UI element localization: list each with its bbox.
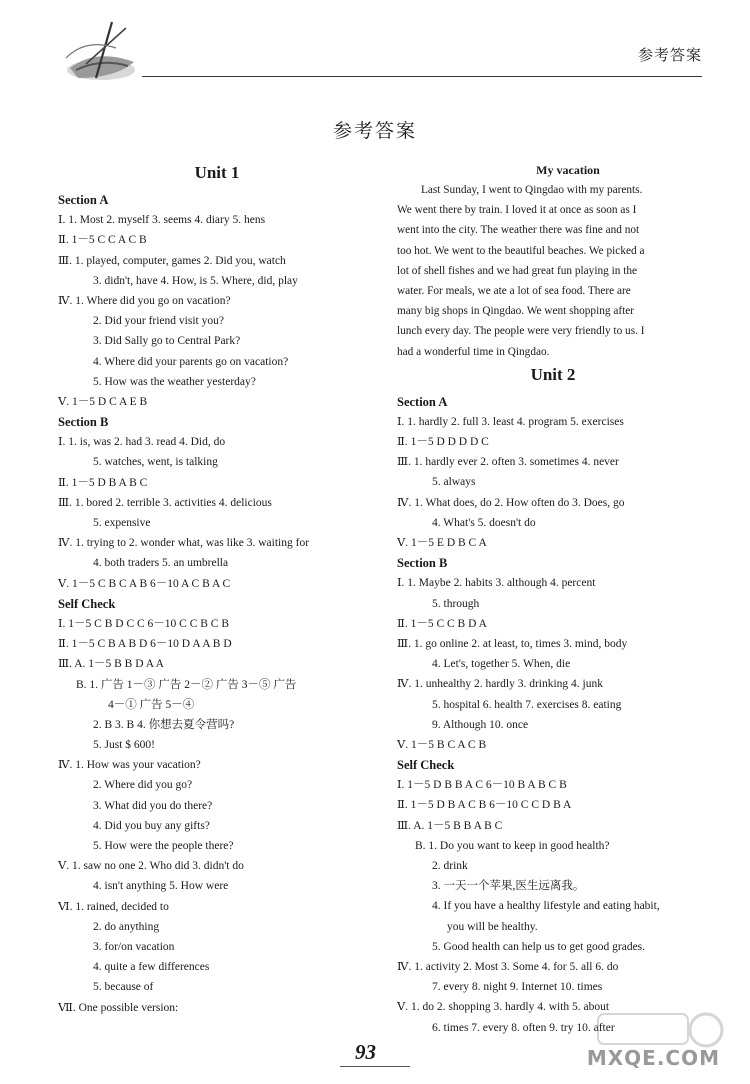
essay-line: many big shops in Qingdao. We went shopping after [397, 305, 635, 318]
answer-line: Ⅲ. A. 1－5 B B A B C [397, 819, 503, 832]
answer-line: Ⅰ. 1. Most 2. myself 3. seems 4. diary 5. hens [58, 214, 266, 227]
answer-line: B. 1. Do you want to keep in good health? [415, 839, 610, 852]
answer-line: Ⅲ. 1. go online 2. at least, to, times 3. mind, body [397, 637, 628, 650]
essay-line: water. For meals, we ate a lot of sea food. There are [397, 284, 631, 297]
unit-2-answers [397, 362, 709, 1038]
answer-line: Ⅴ. 1－5 D C A E B [58, 395, 148, 408]
page-number: 93 [355, 1040, 376, 1064]
answer-line: 5. Just $ 600! [93, 739, 155, 752]
answer-line: Ⅱ. 1－5 D B A C B 6－10 C C D B A [397, 799, 572, 812]
answer-line: Ⅰ. 1. is, was 2. had 3. read 4. Did, do [58, 436, 226, 449]
essay-line: We went there by train. I loved it at once as soon as I [397, 204, 637, 217]
answer-line: 4. Where did your parents go on vacation? [93, 355, 289, 368]
essay-body [397, 180, 709, 362]
essay-line: Last Sunday, I went to Qingdao with my parents. [421, 184, 643, 196]
answer-line: Ⅰ. 1. hardly 2. full 3. least 4. program 5. exercises [397, 415, 624, 428]
answer-line: 5. because of [93, 981, 154, 994]
answer-line: Ⅴ. 1－5 E D B C A [397, 537, 487, 549]
answer-line: Ⅴ. 1. do 2. shopping 3. hardly 4. with 5. about [397, 1001, 610, 1014]
answer-line: 3. for/on vacation [93, 940, 175, 953]
section-heading: Section B [58, 415, 109, 430]
essay-line: had a wonderful time in Qingdao. [397, 345, 550, 358]
answer-line: 3. What did you do there? [93, 799, 213, 812]
answer-line: Ⅴ. 1－5 C B C A B 6－10 A C B A C [58, 577, 231, 590]
watermark-text: MXQE.COM [586, 1046, 720, 1070]
answer-line: 5. Good health can help us to get good grades. [432, 940, 646, 953]
page-title: 参考答案 [332, 120, 417, 142]
answer-line: Ⅲ. A. 1－5 B B D A A [58, 658, 164, 671]
answer-line: Ⅱ. 1－5 C C A C B [58, 234, 147, 247]
section-heading: Section A [58, 193, 109, 207]
answer-line: Ⅰ. 1－5 C B D C C 6－10 C C B C B [58, 617, 230, 630]
answer-line: 2. drink [432, 860, 468, 872]
answer-line: 5. always [432, 476, 476, 489]
left-column [58, 160, 376, 1018]
answer-line: B. 1. 广告 1－③ 广告 2－② 广告 3－⑤ 广告 [76, 678, 297, 691]
answer-line: Ⅳ. 1. How was your vacation? [58, 759, 201, 772]
answer-line: 4. both traders 5. an umbrella [93, 557, 229, 570]
essay-title: My vacation [536, 163, 600, 177]
answer-line: Ⅶ. One possible version: [58, 1001, 179, 1014]
answer-line: 7. every 8. night 9. Internet 10. times [432, 981, 603, 994]
answer-line: 6. times 7. every 8. often 9. try 10. after [432, 1021, 615, 1034]
answer-line: Ⅴ. 1. saw no one 2. Who did 3. didn't do [58, 860, 244, 873]
answer-line: 2. do anything [93, 920, 160, 933]
answer-line: Ⅳ. 1. What does, do 2. How often do 3. Does, go [397, 496, 625, 509]
unit-heading: Unit 2 [530, 364, 576, 384]
essay-line: too hot. We went to the beautiful beaches. We picked a [397, 244, 645, 257]
answer-line: Ⅲ. 1. played, computer, games 2. Did you, watch [58, 254, 286, 267]
answer-line: Ⅴ. 1－5 B C A C B [397, 738, 487, 751]
answer-line: Ⅱ. 1－5 D B A B C [58, 476, 148, 489]
answer-line: 5. How were the people there? [93, 840, 234, 852]
answer-line: Ⅳ. 1. trying to 2. wonder what, was like 3. waiting for [58, 537, 310, 550]
answer-line: you will be healthy. [447, 920, 538, 933]
answer-line: 4－① 广告 5－④ [108, 698, 195, 711]
answer-line: Ⅰ. 1－5 D B B A C 6－10 B A B C B [397, 779, 567, 792]
answer-line: 5. through [432, 597, 480, 610]
header-title: 参考答案 [637, 46, 702, 64]
section-heading: Self Check [58, 596, 116, 611]
answer-line: 9. Although 10. once [432, 718, 529, 731]
right-column [397, 160, 709, 1038]
answer-line: 5. How was the weather yesterday? [93, 375, 256, 388]
answer-line: Ⅳ. 1. activity 2. Most 3. Some 4. for 5. all 6. do [397, 960, 619, 973]
answer-line: 3. didn't, have 4. How, is 5. Where, did, play [93, 274, 298, 287]
answer-line: 4. If you have a healthy lifestyle and eating habit, [432, 900, 660, 913]
section-heading: Section A [397, 394, 448, 409]
answer-line: 4. quite a few differences [93, 961, 210, 974]
answer-line: 3. 一天一个苹果,医生远离我。 [432, 880, 585, 893]
answer-line: Ⅳ. 1. Where did you go on vacation? [58, 294, 231, 307]
answer-line: Ⅳ. 1. unhealthy 2. hardly 3. drinking 4. junk [397, 678, 604, 691]
answer-line: 4. What's 5. doesn't do [432, 516, 536, 529]
answer-line: 4. Did you buy any gifts? [93, 819, 210, 832]
unit-heading: Unit 1 [194, 163, 240, 182]
answer-line: Ⅵ. 1. rained, decided to [58, 900, 169, 913]
answer-line: 3. Did Sally go to Central Park? [93, 335, 241, 348]
answer-line: 5. watches, went, is talking [93, 456, 218, 469]
essay-line: lot of shell fishes and we had great fun playing in the [397, 264, 637, 277]
answer-line: Ⅰ. 1. Maybe 2. habits 3. although 4. percent [397, 577, 596, 590]
answer-line: Ⅲ. 1. hardly ever 2. often 3. sometimes 4. never [397, 456, 619, 469]
answer-line: Ⅱ. 1－5 C B A B D 6－10 D A A B D [58, 638, 232, 651]
answer-line: Ⅲ. 1. bored 2. terrible 3. activities 4. delicious [58, 496, 272, 509]
answer-line: 4. isn't anything 5. How were [93, 880, 229, 893]
section-heading: Section B [397, 556, 448, 571]
answer-line: Ⅱ. 1－5 D D D D C [397, 436, 489, 449]
essay-line: lunch every day. The people were very friendly to us. I [397, 325, 645, 338]
section-heading: Self Check [397, 758, 455, 773]
answer-line: 2. Where did you go? [93, 779, 193, 792]
answer-line: 2. B 3. B 4. 你想去夏令营吗? [93, 718, 235, 731]
quill-logo-icon [56, 18, 146, 86]
answer-line: 5. expensive [93, 517, 151, 529]
answer-line: 4. Let's, together 5. When, die [432, 658, 571, 671]
header-rule [142, 76, 702, 77]
page-number-rule [340, 1066, 410, 1067]
answer-line: 2. Did your friend visit you? [93, 315, 224, 328]
essay-line: went into the city. The weather there was fine and not [397, 224, 640, 237]
answer-line: 5. hospital 6. health 7. exercises 8. eating [432, 698, 622, 711]
answer-line: Ⅱ. 1－5 C C B D A [397, 617, 487, 630]
